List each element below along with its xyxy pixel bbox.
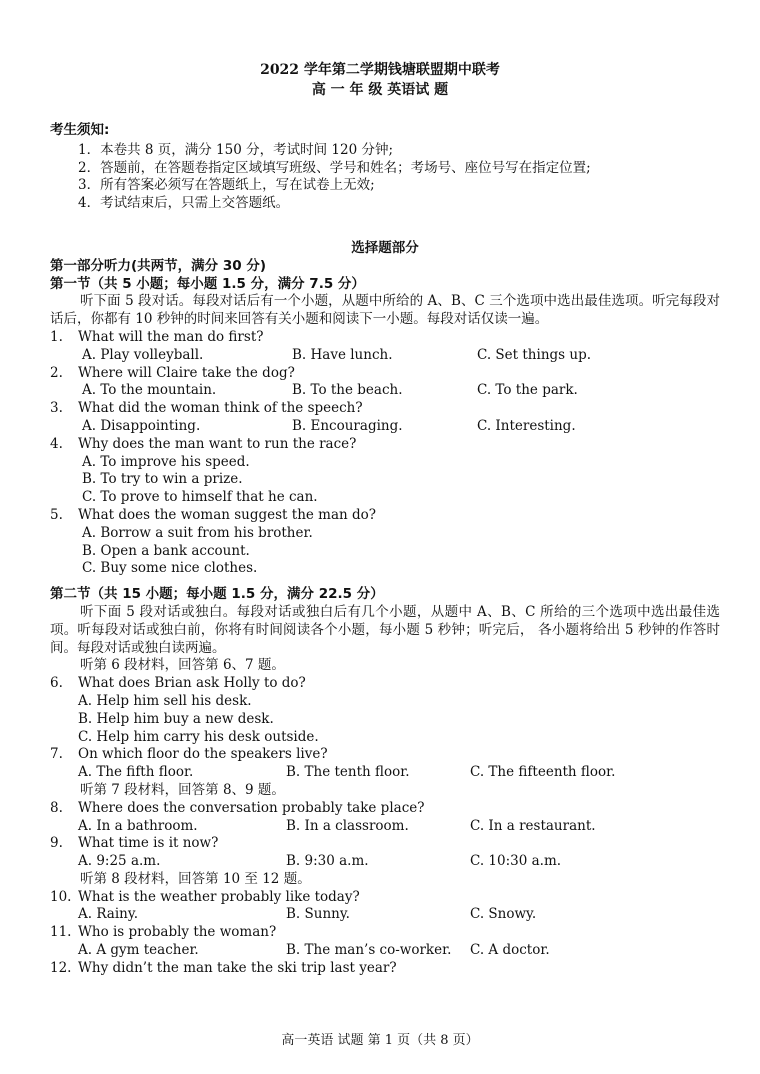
option-a: A. Borrow a suit from his brother. [82,524,313,541]
option-a: A. The fifth floor. [78,764,194,781]
option-b: B. The tenth floor. [286,764,410,781]
option-a: A. Play volleyball. [82,346,204,363]
notice-item: 4．考试结束后，只需上交答题纸。 [78,195,290,212]
option-a: A. Rainy. [78,906,138,923]
section-heading: 第一节（共 5 小题；每小题 1.5 分，满分 7.5 分） [50,275,365,292]
question-text: What will the man do first? [78,328,264,345]
option-a: A. 9:25 a.m. [78,853,161,870]
options-row [50,818,720,836]
question [50,746,720,764]
question-text: On which floor do the speakers live? [78,746,328,763]
options-row [50,418,720,436]
instructions: 听下面 5 段对话。每段对话后有一个小题，从题中所给的 A、B、C 三个选项中选出最佳选项。听完每段对话后，你都有 10 秒钟的时间来回答有关小题和阅读下一小题。每段对话仅读一遍。 [50,293,720,328]
material-note: 听第 8 段材料，回答第 10 至 12 题。 [80,870,311,887]
section-heading: 第二节（共 15 小题；每小题 1.5 分，满分 22.5 分） [50,586,384,603]
option-a: A. To the mountain. [82,382,217,399]
option-c: C. Help him carry his desk outside. [78,728,319,745]
option-a: A. Help him sell his desk. [78,692,252,709]
option-b: B. To the beach. [292,382,403,399]
question-number: 5. [50,506,63,523]
question-text: What does the woman suggest the man do? [78,506,377,523]
candidate-notice [50,122,730,213]
option-c: C. Set things up. [477,346,592,363]
question-number: 7. [50,746,63,763]
exam-subtitle: 高 一 年 级 英语试 题 [311,82,449,98]
exam-title: 2022 学年第二学期钱塘联盟期中联考 [260,62,500,78]
option-b: B. Have lunch. [292,346,393,363]
option-b: B. 9:30 a.m. [286,853,369,870]
options-row [50,853,720,871]
question-text: What does Brian ask Holly to do? [78,675,306,692]
option-a: A. In a bathroom. [78,817,198,834]
option-b: B. To try to win a prize. [82,471,243,488]
option-a: A. A gym teacher. [78,942,199,959]
question-number: 2. [50,364,63,381]
part-title: 第一部分听力(共两节，满分 30 分) [50,257,267,274]
question [50,400,720,418]
option-c: C. The fifteenth floor. [470,764,616,781]
question [50,329,720,347]
question-number: 3. [50,400,63,417]
question [50,675,720,693]
option-b: B. Open a bank account. [82,542,250,559]
question-text: Who is probably the woman? [78,924,277,941]
options-row [50,382,720,400]
option-c: C. In a restaurant. [470,817,596,834]
question-text: Where does the conversation probably take place? [78,799,425,816]
question [50,960,720,978]
notice-item: 3．所有答案必须写在答题纸上，写在试卷上无效; [78,177,375,194]
option-c: C. 10:30 a.m. [470,853,562,870]
question-number: 10. [50,888,72,905]
question-text: Where will Claire take the dog? [78,364,295,381]
option-c: C. To the park. [477,382,578,399]
option-c: C. Buy some nice clothes. [82,560,258,577]
page-footer: 高一英语 试题 第 1 页（共 8 页） [281,1033,479,1048]
question-number: 8. [50,799,63,816]
option-a: A. Disappointing. [82,417,201,434]
option-c: C. Snowy. [470,906,537,923]
question [50,889,720,907]
option-a: A. To improve his speed. [82,453,250,470]
options-row [50,942,720,960]
question-number: 1. [50,328,63,345]
question-text: What did the woman think of the speech? [78,400,363,417]
notice-item: 1．本卷共 8 页，满分 150 分，考试时间 120 分钟; [78,141,394,158]
notice-item: 2．答题前，在答题卷指定区域填写班级、学号和姓名；考场号、座位号写在指定位置; [78,159,591,176]
question-number: 12. [50,959,72,976]
question-number: 9. [50,835,63,852]
material-note: 听第 6 段材料，回答第 6、7 题。 [80,657,285,674]
option-b: B. Sunny. [286,906,350,923]
option-b: B. In a classroom. [286,817,409,834]
question [50,835,720,853]
option-c: C. A doctor. [470,942,550,959]
question [50,507,720,525]
question-text: What time is it now? [78,835,219,852]
exam-content [50,240,720,978]
options-row [50,347,720,365]
question [50,800,720,818]
option-b: B. Help him buy a new desk. [78,710,274,727]
options-row [50,764,720,782]
question-text: Why didn’t the man take the ski trip last year? [78,959,397,976]
question-text: Why does the man want to run the race? [78,435,357,452]
notice-heading: 考生须知: [50,122,110,138]
material-note: 听第 7 段材料，回答第 8、9 题。 [80,781,285,798]
options-row [50,906,720,924]
option-c: C. Interesting. [477,417,576,434]
question [50,924,720,942]
question [50,365,720,383]
question-number: 6. [50,675,63,692]
question [50,436,720,454]
section-title: 选择题部分 [351,240,419,256]
option-b: B. Encouraging. [292,417,403,434]
instructions: 听下面 5 段对话或独白。每段对话或独白后有几个小题，从题中 A、B、C 所给的三个选项中选出最佳选项。听每段对话或独白前，你将有时间阅读各个小题，每小题 5 秒钟；听完后， 各小题将给出 5 秒钟的作答时间。每段对话或独白读两遍。 [50,603,720,656]
option-c: C. To prove to himself that he can. [82,489,318,506]
question-number: 11. [50,924,72,941]
option-b: B. The man’s co-worker. [286,942,452,959]
question-number: 4. [50,435,63,452]
question-text: What is the weather probably like today? [78,888,360,905]
